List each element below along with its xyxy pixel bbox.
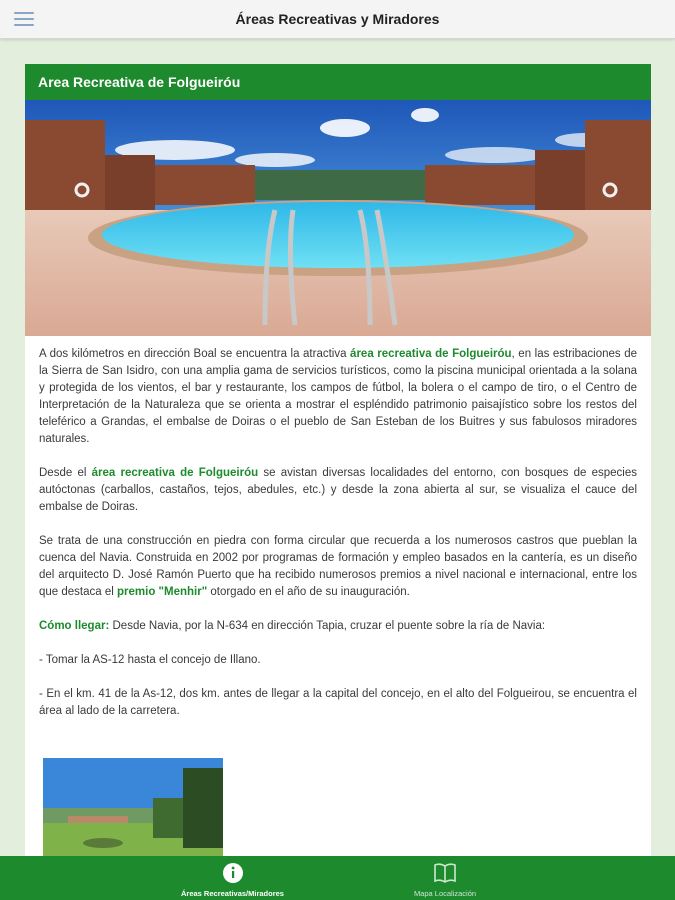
highlight-text: Cómo llegar: [39, 620, 110, 632]
info-icon [222, 862, 244, 884]
text: , en las estribaciones de la Sierra de San Isidro, con una amplia gama de servicios turísticos, como la piscina municipal orientada a la solana y protegida de los vientos, el bar y restaurante, los campos de fútbol, la bolera o el campo de tiro, o el Centro de Interpretación de la Naturaleza que se orienta a mostrar el espléndido patrimonio paisajístico sobre los restos del teleférico a Grandas, el embalse de Doiras o el pueblo de San Esteban de los Buitres y sus fabulosos miradores naturales. [39, 348, 637, 445]
bottom-navigation [0, 856, 675, 900]
text: se avistan diversas localidades del entorno, con bosques de especies autóctonas (carballos, castaños, tejos, abedules, etc.) y desde la zona abierta al sur, se visualiza el cauce del embalse de Doiras. [39, 467, 637, 513]
area-thumbnail-photo[interactable] [43, 758, 223, 856]
card-title: Area Recreativa de Folgueiróu [25, 64, 651, 100]
paragraph [39, 346, 637, 448]
description [25, 336, 651, 720]
book-map-icon [433, 862, 457, 884]
nav-tab-areas[interactable] [170, 856, 295, 900]
highlight-text: área recreativa de Folgueiróu [350, 348, 512, 360]
nav-tab-map[interactable] [385, 856, 505, 900]
paragraph: - Tomar la AS-12 hasta el concejo de Illano. [39, 654, 261, 666]
highlight-text: premio "Menhir" [117, 586, 208, 598]
app-bar [0, 0, 675, 39]
paragraph [39, 465, 637, 516]
paragraph [39, 618, 637, 635]
content-card [25, 64, 651, 856]
nav-label: Mapa Localización [413, 889, 477, 898]
paragraph: - En el km. 41 de la As-12, dos km. antes de llegar a la capital del concejo, en el alto del Folgueirou, se encuentra el área al lado de la carretera. [39, 688, 637, 717]
text: Desde Navia, por la N-634 en dirección Tapia, cruzar el puente sobre la ría de Navia: [109, 620, 546, 632]
page-title: Áreas Recreativas y Miradores [235, 11, 440, 27]
pool-photo [25, 100, 651, 336]
text: Se trata de una construcción en piedra con forma circular que recuerda a los numerosos castros que pueblan la cuenca del Navia. Construida en 2002 por programas de formación y empleo basados en la cantería, es un diseño del arquitecto D. José Ramón Puerto que ha recibido numerosos premios a nivel nacional e internacional, entre los que destaca el [39, 535, 637, 598]
text: otorgado en el año de su inauguración. [207, 586, 410, 598]
nav-label: Áreas Recreativas/Miradores [181, 889, 284, 898]
text: Desde el [39, 467, 92, 479]
highlight-text: área recreativa de Folgueiróu [91, 467, 259, 479]
text: A dos kilómetros en dirección Boal se encuentra la atractiva [39, 348, 351, 360]
paragraph [39, 533, 637, 601]
